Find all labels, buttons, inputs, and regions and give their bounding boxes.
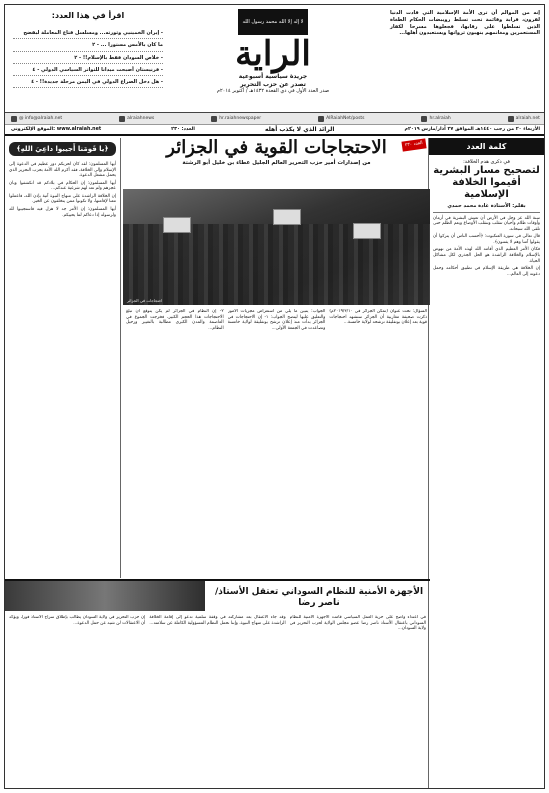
editorial-paragraph: قال تعالى في سورة العنكبوت: ﴿أحسب الناس أن يتركوا أن يقولوا آمنا وهم لا يفتنون﴾. [433,234,540,245]
social-website[interactable]: alraiah.net [508,116,540,122]
masthead [5,5,545,113]
editorial-body [429,213,544,283]
editorial-column [428,138,544,789]
left-column [5,138,121,578]
lead-byline: من إصدارات أمير حزب التحرير العالم الجليل عطاء بن خليل أبو الرشتة [182,160,371,166]
facebook-icon [318,116,324,122]
flag-icon: لا إله إلا الله محمد رسول الله [238,9,308,35]
left-paragraph: إن الخلافة الراشدة على منهاج النبوة آتية بإذن الله، فاعملوا معنا لإقامتها، ولا تكونوا ممن يتخلفون عن الخير. [9,193,116,205]
issue-index [13,11,163,88]
article-column: السؤال: تحت عنوان (تمكن الجزائر في ٢٠١٩/٣/١٠م) ذكرت صحيفة مغاربية أن الجزائر ستشهد احتجاجات قوية بعد إعلان بوتفليقة ترشحه لولاية خامسة... [329,309,427,326]
editorial-heading: كلمة العدد [429,138,544,155]
publisher-line: تصدر عن حزب التحرير [240,80,306,88]
youtube-icon [421,116,427,122]
email-icon [11,116,17,122]
lead-headline-block [123,138,430,188]
editorial-author: بقلم: الأستاذة غادة محمد حمدي [433,203,540,212]
editorial-paragraph: سنة الله عز وجل في الأرض أن تعيش البشرية في أزمان وأوقات ظلام وأحيان تتقلب وتنقلب الأوضاع ويعم الظلم حتى تلقى الله سبحانه. [433,215,540,232]
social-facebook[interactable]: hr.raiahnewspaper [211,116,261,122]
editorial-paragraph: فكان الأمر العظيم الذي أقامه الله لهذه الأمة من نهوض بالإسلام والخلافة الراشدة هو الحل الجذري لكل مشاكل الحياة. [433,247,540,264]
left-paragraph: أيها المسلمون: لقد كان لحزبكم دور عظيم في الدعوة إلى الإسلام وإلى الخلافة، فقد أكرم الله الأمة بحزب التحرير الذي يحمل مشعل الدعوة. [9,162,116,179]
crowd-image [123,224,430,305]
issue-badge: العدد ٢٣٠ [402,138,427,151]
newspaper-title: الراية [235,34,311,74]
article-column: الجواب: يتبين ما يلي من استعراض مجريات الأمور والتعليق عليها ليتضح الجواب: ١- إن الاحتجاجات في الجزائر بدأت منذ إعلان ترشح بوتفليقة لولاية خامسة وتصاعدت في الجمعة الأولى... [227,309,326,331]
index-item[interactable]: - هل دخل الصراع الدولي في اليمن مرحلة جديدة!! - ٤ [13,76,163,88]
social-posts[interactable]: AlRaiahNet/posts [318,116,364,122]
facebook-icon [211,116,217,122]
bottom-photo [5,581,205,611]
globe-icon [508,116,514,122]
twitter-icon [119,116,125,122]
social-twitter[interactable]: alraiahnews [119,116,154,122]
slogan: الرائد الذي لا يكذب أهله [264,125,335,133]
social-youtube[interactable]: hr.alraiah [421,116,450,122]
bottom-article-column: وقد جاء الاعتقال بعد مشاركته في وقفة سلمية تدعو إلى إقامة الخلافة الراشدة على منهاج النبوة، وإننا نحمل النظام المسؤولية الكاملة عن سلامته... [149,615,286,626]
editorial-title-block [429,155,544,203]
editorial-title: لتصحيح مسار البشرية أقيموا الخلافة الإسلامية [433,165,540,201]
protest-sign [273,209,301,225]
lead-article [123,307,430,575]
bottom-headline[interactable]: الأجهزة الأمنية للنظام السوداني تعتقل الأستاذ/ ناصر رضا [214,587,424,609]
social-bar [5,113,545,125]
social-email[interactable]: @ info@alraiah.net [11,116,62,122]
masthead-intro-text: إنه من الموالم أن ترى الأمة الإسلامية التي قادت الدنيا لقرون، قرابة وقائمة تحت تسلط رويبضات الحكام الطغاة الذين تسلطوا على رقابها، فجعلوها مسرحا لكفار المستعمرين ومغانمهم ينهبون ثرواتها ويستعبدون أهلها... [390,10,540,37]
left-paragraph: أيها المسلمون: إن الحكام في بلادكم قد انكشفوا وبان عجزهم ولم تعد لهم شرعية عندكم... [9,180,116,192]
index-item[interactable]: ما كان بالأمس مستورا ... - ٢ [13,39,163,51]
index-item[interactable]: - فرنيستان أصبحت ميدانا للتواتر السياسي الدولي - ٤ [13,64,163,76]
protest-sign [163,217,191,233]
protest-sign [353,223,381,239]
bottom-article-column: إن حزب التحرير في ولاية السودان يطالب بإطلاق سراح الأستاذ فورا، ويؤكد أن الاعتقالات لن تثنيه عن حمل الدعوة... [9,615,146,626]
bottom-article [5,579,430,789]
left-column-body [5,160,120,222]
index-item[interactable]: - إيران الخمينيي وثورته... ومسلسل قتاع المعاملة لبقضح [13,27,163,39]
index-item[interactable]: - خلاص السودان فقط بالإسلام!! - ٢ [13,52,163,64]
photo-caption: احتجاجات في الجزائر [127,298,163,303]
date-bar [5,125,545,136]
left-paragraph: أيها المسلمون: إن الأمر جد لا هزل فيه فاستجيبوا لله ولرسوله إذا دعاكم لما يحييكم. [9,207,116,218]
editorial-paragraph: إن الخلافة هي طريقة الإسلام في تطبيق أحكامه وحمل دعوته إلى العالم... [433,266,540,277]
editorial-kicker: في ذكرى هدم الخلافة: [463,159,510,165]
bottom-article-column: في اعتداء واضح على حرية العمل السياسي قامت الأجهزة الأمنية للنظام السوداني باعتقال الأستاذ ناصر رضا عضو مجلس الولاية لحزب التحرير في ولاية السودان... [289,615,426,632]
masthead-logo [198,9,348,109]
issue-number: العدد: ٢٣٠ [171,126,195,132]
website-link[interactable]: www.alraiah.net :الموقع الإلكتروني [11,126,102,132]
newspaper-page [4,4,545,789]
issue-date: الأربعاء ٢٠ من رجب ١٤٤٠هـ الموافق ٢٧ آذار/مارس ٢٠١٩م [404,126,540,132]
newspaper-subtitle: جريدة سياسية أسبوعية [238,73,308,80]
lead-headline[interactable]: الاحتجاجات القوية في الجزائر [166,137,387,158]
article-column: ٢- إن النظام في الجزائر لم يكن يتوقع أن تبلغ الاحتجاجات هذا الحجم الكبير، فخرجت الجموع في العاصمة والمدن الكبرى مطالبة بالتغيير ورحيل النظام... [125,309,224,331]
left-column-heading: ﴿يا قَومَنا أَجيبوا داعِيَ اللهِ﴾ [9,142,116,156]
founded-line: صدر العدد الأول في ذي القعدة ١٤٣٢هـ / أكتوبر ٢٠١٤م [216,88,330,94]
protest-photo [123,189,430,305]
index-heading: اقرأ في هذا العدد: [51,11,125,20]
